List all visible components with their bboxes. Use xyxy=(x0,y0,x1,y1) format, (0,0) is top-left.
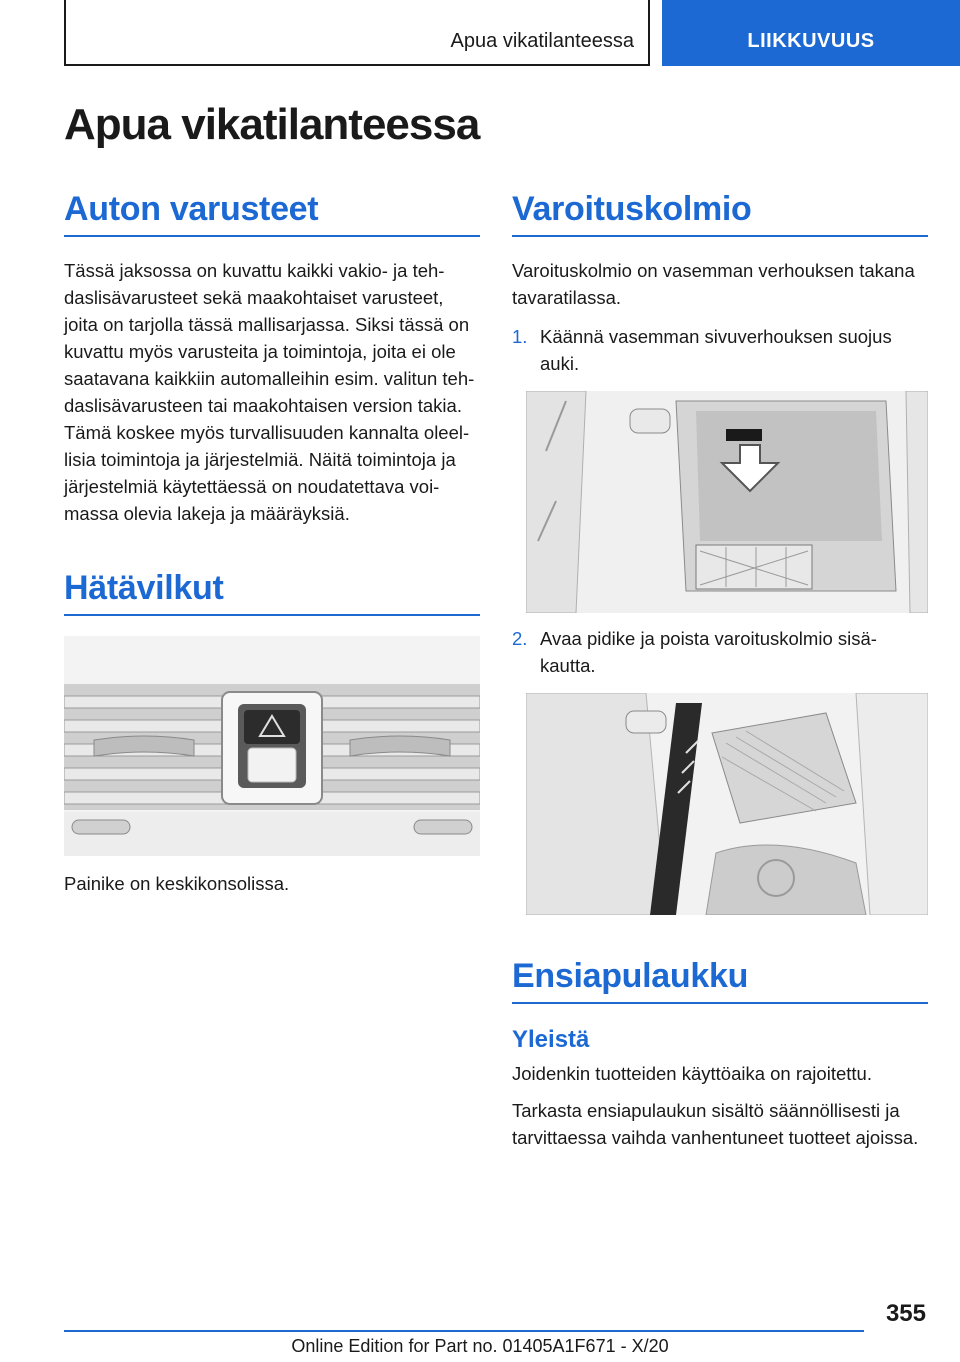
subheading-yleista: Yleistä xyxy=(512,1026,590,1053)
intro-line: joita on tarjolla tässä mallisarjassa. Siksi tässä on xyxy=(64,314,470,335)
hazard-caption: Painike on keskikonsolissa. xyxy=(64,873,290,894)
header-section-title: Apua vikatilanteessa xyxy=(450,30,634,52)
heading-auton-varusteet: Auton varusteet xyxy=(64,190,480,237)
heading-varoituskolmio: Varoituskolmio xyxy=(512,190,928,237)
header-section-box xyxy=(64,0,650,66)
header-chapter-label: LIIKKUVUUS xyxy=(747,30,875,52)
footer-divider xyxy=(64,1330,864,1332)
right-column xyxy=(512,190,928,1151)
para-line: tarvittaessa vaihda vanhentuneet tuotteet ajoissa. xyxy=(512,1127,919,1148)
intro-line: daslisävarusteet sekä maakohtaiset varusteet, xyxy=(64,287,444,308)
intro-line: massa olevia lakeja ja määräyksiä. xyxy=(64,503,350,524)
steps-list xyxy=(512,323,928,377)
intro-line: järjestelmiä käytettäessä on noudatettava voi‐ xyxy=(64,476,440,497)
step-line: Käännä vasemman sivuverhouksen suojus xyxy=(540,326,892,347)
heading-hatavilkut: Hätävilkut xyxy=(64,569,480,616)
footer-edition: Online Edition for Part no. 01405A1F671 - X/20 xyxy=(291,1336,669,1356)
page-number: 355 xyxy=(885,1300,926,1327)
intro-line: saatavana kaikkiin automalleihin esim. valitun teh‐ xyxy=(64,368,475,389)
intro-paragraph xyxy=(64,257,480,527)
intro-line: lisia toimintoja ja järjestelmiä. Näitä toimintoja ja xyxy=(64,449,456,470)
step-item xyxy=(512,625,928,679)
intro-line: tavaratilassa. xyxy=(512,287,621,308)
heading-ensiapulaukku: Ensiapulaukku xyxy=(512,957,928,1004)
steps-list xyxy=(512,625,928,679)
page-title: Apua vikatilanteessa xyxy=(64,100,480,149)
first-aid-para1: Joidenkin tuotteiden käyttöaika on rajoitettu. xyxy=(512,1063,872,1084)
step-number: 2. xyxy=(512,628,528,649)
triangle-intro xyxy=(512,257,928,311)
step-line: Avaa pidike ja poista varoituskolmio sisä‐ xyxy=(540,628,877,649)
intro-line: Tässä jaksossa on kuvattu kaikki vakio- ja teh‐ xyxy=(64,260,445,281)
step-line: kautta. xyxy=(540,655,596,676)
intro-line: Varoituskolmio on vasemman verhouksen takana xyxy=(512,260,915,281)
hazard-switch-image xyxy=(64,636,480,856)
step-item xyxy=(512,323,928,377)
intro-line: daslisävarusteen tai maakohtaisen version takia. xyxy=(64,395,462,416)
step-number: 1. xyxy=(512,326,528,347)
intro-line: Tämä koskee myös turvallisuuden kannalta oleel‐ xyxy=(64,422,470,443)
para-line: Tarkasta ensiapulaukun sisältö säännöllisesti ja xyxy=(512,1100,900,1121)
left-column xyxy=(64,190,480,897)
intro-line: kuvattu myös varusteita ja toimintoja, joita ei ole xyxy=(64,341,456,362)
triangle-holder-image xyxy=(526,693,928,915)
side-panel-cover-image xyxy=(526,391,928,613)
first-aid-para2 xyxy=(512,1097,928,1151)
header-chapter-tab xyxy=(662,0,960,66)
step-line: auki. xyxy=(540,353,580,374)
